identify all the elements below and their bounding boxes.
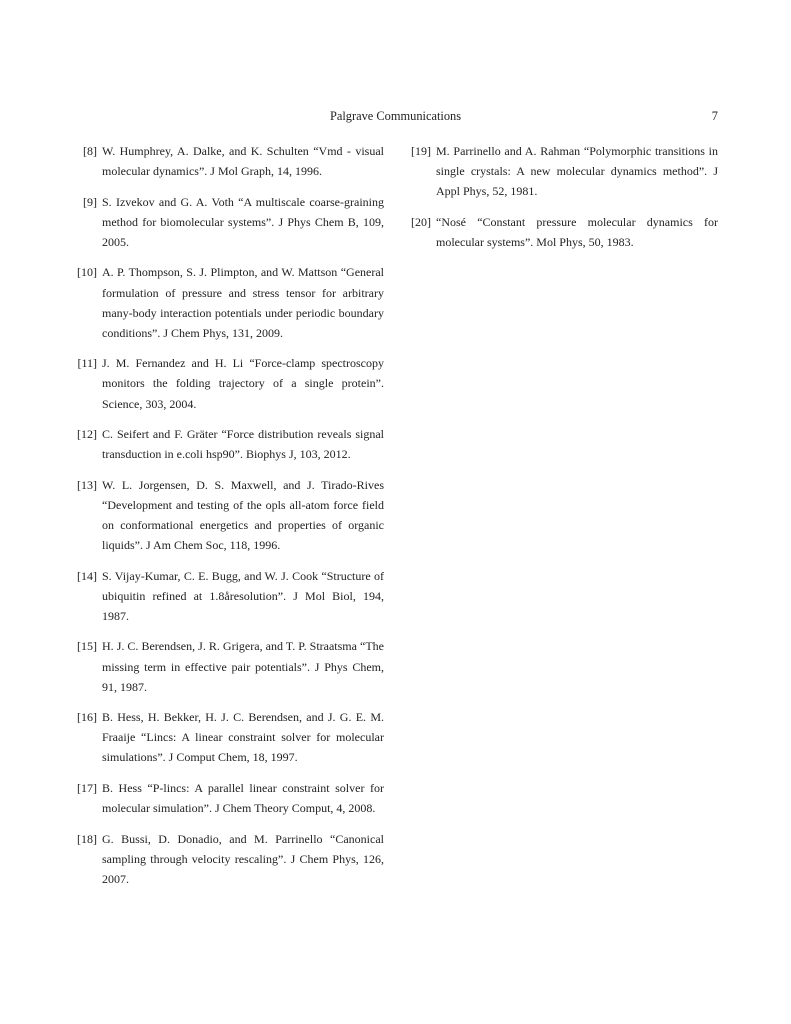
- reference-text: B. Hess “P-lincs: A parallel linear constraint solver for molecular simulation”. J Chem Theory Comput, 4, 2008.: [102, 781, 384, 816]
- reference-item: [72, 262, 384, 342]
- page-number: 7: [711, 109, 718, 123]
- reference-text: S. Vijay-Kumar, C. E. Bugg, and W. J. Cook “Structure of ubiquitin refined at 1.8åresolution”. J Mol Biol, 194, 1987.: [102, 568, 384, 623]
- reference-text: W. Humphrey, A. Dalke, and K. Schulten “Vmd - visual molecular dynamics”. J Mol Graph, 14, 1996.: [102, 144, 384, 179]
- reference-item: [72, 778, 384, 818]
- reference-text: C. Seifert and F. Gräter “Force distribution reveals signal transduction in e.coli hsp90”. Biophys J, 103, 2012.: [102, 427, 384, 462]
- running-header-title: Palgrave Communications: [329, 109, 462, 123]
- reference-text: J. M. Fernandez and H. Li “Force-clamp spectroscopy monitors the folding trajectory of a single protein”. Science, 303, 2004.: [102, 356, 384, 411]
- reference-item: [72, 353, 384, 413]
- reference-text: A. P. Thompson, S. J. Plimpton, and W. Mattson “General formulation of pressure and stress tensor for arbitrary many-body interaction potentials under periodic boundary conditions”. J Chem Phys, 131, 2009.: [102, 265, 384, 340]
- reference-item: [72, 636, 384, 696]
- reference-label: [13]: [77, 477, 97, 492]
- reference-text: G. Bussi, D. Donadio, and M. Parrinello “Canonical sampling through velocity rescaling”. J Chem Phys, 126, 2007.: [102, 831, 384, 886]
- reference-label: [12]: [77, 427, 97, 442]
- reference-text: S. Izvekov and G. A. Voth “A multiscale coarse-graining method for biomolecular systems”. J Phys Chem B, 109, 2005.: [102, 194, 384, 249]
- references-column-left: [72, 141, 384, 900]
- reference-label: [16]: [77, 710, 97, 725]
- reference-item: [72, 566, 384, 626]
- reference-item: [72, 475, 384, 555]
- reference-label: [20]: [411, 214, 431, 229]
- reference-label: [18]: [77, 831, 97, 846]
- reference-label: [14]: [77, 568, 97, 583]
- reference-text: “Nosé “Constant pressure molecular dynamics for molecular systems”. Mol Phys, 50, 1983.: [436, 214, 718, 249]
- reference-item: [72, 141, 384, 181]
- reference-item: [406, 141, 718, 201]
- reference-label: [19]: [411, 144, 431, 158]
- references-column-right: [406, 141, 718, 262]
- reference-label: [15]: [77, 639, 97, 654]
- reference-label: [11]: [77, 356, 97, 371]
- reference-label: [10]: [77, 265, 97, 280]
- reference-text: B. Hess, H. Bekker, H. J. C. Berendsen, and J. G. E. M. Fraaije “Lincs: A linear constraint solver for molecular simulations”. J Comput Chem, 18, 1997.: [102, 710, 384, 765]
- reference-text: M. Parrinello and A. Rahman “Polymorphic transitions in single crystals: A new molecular dynamics method”. J Appl Phys, 52, 1981.: [436, 144, 718, 199]
- reference-item: [72, 707, 384, 767]
- reference-item: [406, 212, 718, 252]
- reference-item: [72, 192, 384, 252]
- reference-label: [17]: [77, 781, 97, 796]
- reference-item: [72, 829, 384, 889]
- reference-text: W. L. Jorgensen, D. S. Maxwell, and J. Tirado-Rives “Development and testing of the opls all-atom force field on conformational energetics and properties of organic liquids”. J Am Chem Soc, 118, 1996.: [102, 477, 384, 553]
- reference-text: H. J. C. Berendsen, J. R. Grigera, and T. P. Straatsma “The missing term in effective pair potentials”. J Phys Chem, 91, 1987.: [102, 639, 384, 694]
- reference-label: [9]: [83, 194, 97, 209]
- reference-item: [72, 424, 384, 464]
- reference-label: [8]: [83, 144, 97, 158]
